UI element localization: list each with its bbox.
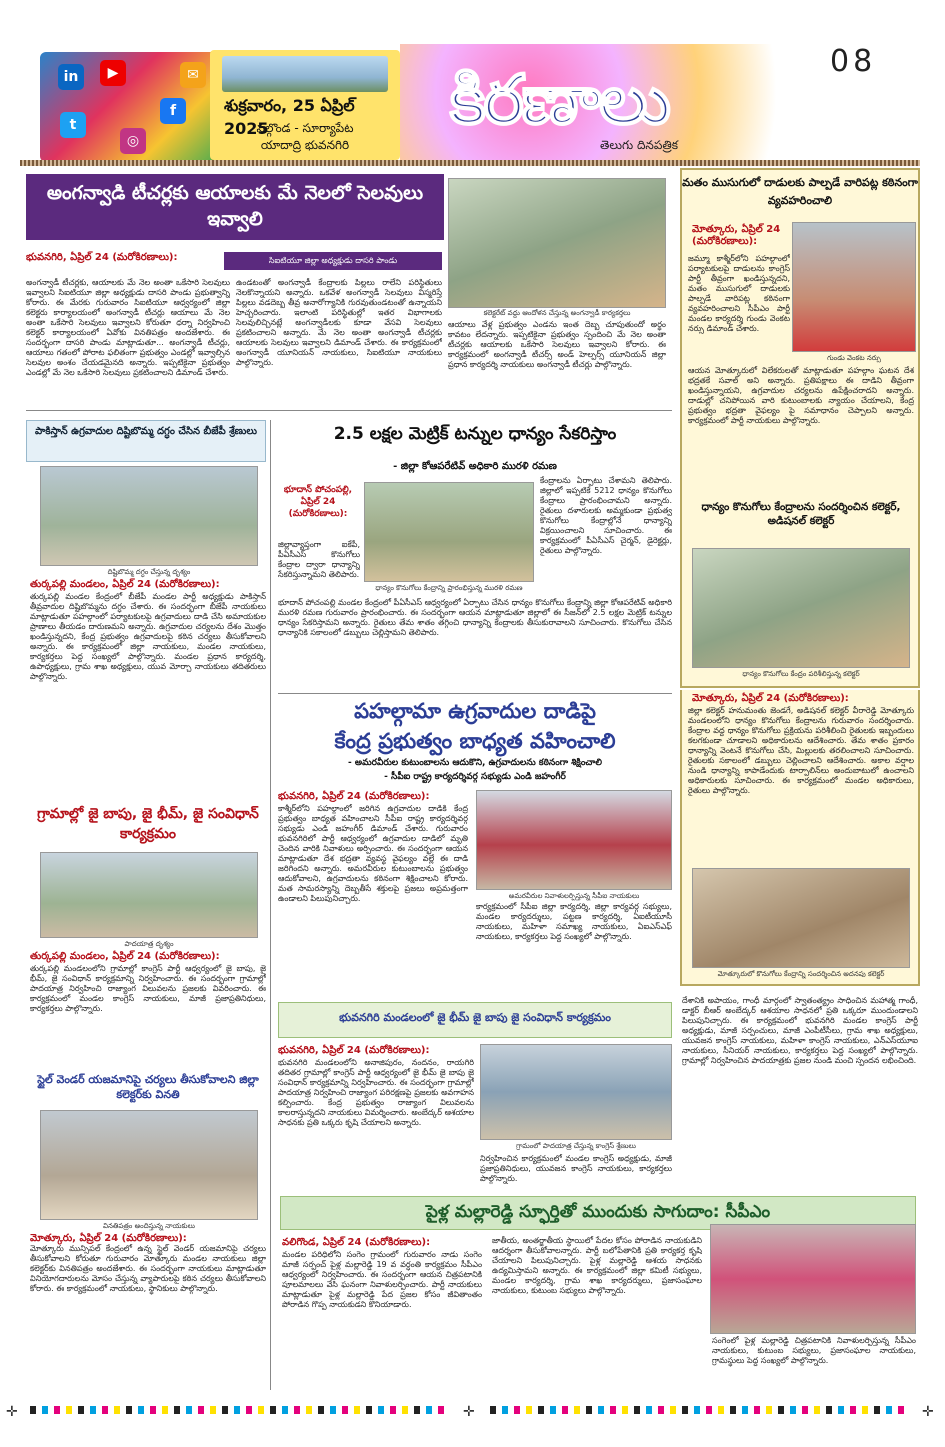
article1-body-col3: ఆయాలు వేళ్ల ప్రభుత్వం ఎండను ఇంత దెబ్బ చూపుతుందో అర్థం కావటం లేదన్నారు. ఇప్పటికైనా ప్రభుత్వం స్పందించి మే నెల అంతా టీచర్లకు ఆయాలకు ఒకేసారి సెలవులు ఇవ్వాలని కోరారు. ఈ కార్యక్రమంలో అంగన్వాడీ టీచర్స్ అండ్ హెల్పర్స్ యూనియన్ జిల్లా ప్రధాన కార్యదర్శి నాయకులు అంగన్వాడీ టీచర్లు పాల్గొన్నారు. (448, 320, 666, 369)
centre-article2-subhead-line1: - అమరవీరుల కుటుంబాలను ఆదుకొని, ఉగ్రవాదులను కఠినంగా శిక్షించాలి (348, 758, 602, 768)
centre-article3-photo-caption: గ్రామంలో పాదయాత్ర చేస్తున్న కాంగ్రెస్ శ్రేణులు (516, 1142, 636, 1150)
left-article3-headline: స్టైల్ వెండర్ యజమానిపై చర్యలు తీసుకోవాలని జిల్లా కలెక్టర్‌కు వినతి (37, 1073, 259, 1101)
centre-article2-body-b: కార్యక్రమంలో సీపీఐ జిల్లా కార్యదర్శి, జిల్లా కార్యవర్గ సభ్యులు, మండల కార్యదర్శులు, పట్టణ కార్యదర్శి, ఏఐటీయూసీ నాయకులు, మహిళా సమాఖ్య నాయకులు, ఏఐఎస్ఎఫ్ నాయకులు, కార్యకర్తలు పెద్ద సంఖ్యలో పాల్గొన్నారు. (476, 902, 672, 941)
centre-article1-body-b: కేంద్రాలను ఏర్పాటు చేశామని తెలిపారు. జిల్లాలో ఇప్పటికే 5212 ధాన్యం కొనుగోలు కేంద్రాలు ప్రారంభించామని అన్నారు. రైతులు దళారులకు అమ్మకుండా ప్రభుత్వ కొనుగోలు కేంద్రాల్లోనే ధాన్యాన్ని విక్రయించాలని సూచించారు. ఈ కార్యక్రమంలో పీఏసీఎస్ చైర్మన్, డైరెక్టర్లు, రైతులు పాల్గొన్నారు. (540, 476, 672, 555)
centre-article2-photo (476, 790, 672, 890)
issue-date: శుక్రవారం, 25 ఏప్రిల్ 2025 (224, 96, 355, 138)
centre-article2-headline-line1: పహల్గామా ఉగ్రవాదుల దాడిపై (354, 699, 596, 723)
left-article2-headline: గ్రామాల్లో జై బాపు, జై భీమ్, జై సంవిధాన్ కార్యక్రమం (37, 806, 259, 842)
right-box2-photo-caption: మోత్కూరులో కొనుగోలు కేంద్రాన్ని సందర్శించిన అదనపు కలెక్టర్ (717, 970, 885, 978)
right-box2-body: జిల్లా కలెక్టర్ హనుమంతు జెండగే, అడిషనల్ కలెక్టర్ వీరారెడ్డి మోత్కూరు మండలంలోని ధాన్యం కొనుగోలు కేంద్రాలను గురువారం సందర్శించారు. కేంద్రాల వద్ద ధాన్యం కొనుగోలు ప్రక్రియను పరిశీలించి రైతులకు ఇబ్బందులు కలగకుండా చూడాలని అధికారులను ఆదేశించారు. తేమ శాతం ప్రకారం ధాన్యాన్ని వెంటనే కొనుగోలు చేసి, మిల్లులకు తరలించాలని సూచించారు. రైతులకు సకాలంలో డబ్బులు చెల్లించాలని ఆదేశించారు. అకాల వర్షాల నుండి ధాన్యాన్ని కాపాడేందుకు టార్పాలిన్‌లు అందుబాటులో ఉంచాలని అధికారులకు సూచించారు. ఈ కార్యక్రమంలో మండల అధికారులు, రైతులు పాల్గొన్నారు. (688, 706, 914, 795)
centre-article3-body-a: భువనగిరి మండలంలోని అనాజిపురం, నందనం, రాయగిరి తదితర గ్రామాల్లో కాంగ్రెస్ పార్టీ ఆధ్వర్యంలో జై భీమ్ జై బాపు జై సంవిధాన్ కార్యక్రమాన్ని నిర్వహించారు. ఈ సందర్భంగా గ్రామాల్లో పాదయాత్ర నిర్వహించి రాజ్యాంగ పరిరక్షణపై ప్రజలకు అవగాహన కల్పించారు. కేంద్ర ప్రభుత్వం రాజ్యాంగ విలువలను కాలరాస్తున్నదని నాయకులు విమర్శించారు. అంబేద్కర్ ఆశయాల సాధనకు ప్రతి ఒక్కరు కృషి చేయాలని అన్నారు. (278, 1058, 474, 1127)
color-bar-right (490, 1406, 910, 1414)
centre-article1-headline: 2.5 లక్షల మెట్రిక్ టన్నుల ధాన్యం సేకరిస్తాం (333, 424, 617, 444)
landmark-photo (222, 56, 388, 92)
color-bar-left (30, 1406, 450, 1414)
left-article3-photo-caption: వినతిపత్రం అందిస్తున్న నాయకులు (103, 1222, 195, 1230)
linkedin-icon: in (58, 64, 84, 90)
left-article2-dateline: తుర్కపల్లి మండలం, ఏప్రిల్ 24 (మరోకిరణాలు): (30, 951, 220, 962)
article1-banner (26, 174, 444, 240)
right-box2-photo (692, 868, 910, 968)
newspaper-subtitle: తెలుగు దినపత్రిక (600, 138, 679, 152)
right-box-portrait-caption: గుండు వెంకట నర్సు (827, 354, 881, 362)
left-article1-dateline: తుర్కపల్లి మండలం, ఏప్రిల్ 24 (మరోకిరణాలు): (30, 579, 220, 590)
article1-headline: అంగన్వాడి టీచర్లకు ఆయాలకు మే నెలలో సెలవులు ఇవ్వాలి (46, 182, 424, 230)
column-divider (270, 420, 271, 1390)
masthead-rule (20, 160, 920, 166)
left-article3-body: మోత్కూరు మున్సిపల్ కేంద్రంలో ఉన్న స్టైల్ వెండర్ యజమానిపై చర్యలు తీసుకోవాలని కోరుతూ గురువారం మోత్కూరు మండల నాయకులు జిల్లా కలెక్టర్‌కు వినతిపత్రం అందజేశారు. ఈ సందర్భంగా నాయకులు మాట్లాడుతూ వినియోగదారులను మోసం చేస్తున్న వ్యాపారులపై కఠిన చర్యలు తీసుకోవాలని కోరారు. ఈ కార్యక్రమంలో నాయకులు, స్థానికులు పాల్గొన్నారు. (30, 1244, 266, 1293)
centre-article2-subhead-line2: - సీపీఐ రాష్ట్ర కార్యదర్శివర్గ సభ్యుడు ఎండి జహంగీర్ (384, 772, 566, 782)
centre-article3-body-b: నిర్వహించిన కార్యక్రమంలో మండల కాంగ్రెస్ అధ్యక్షుడు, మాజీ ప్రజాప్రతినిధులు, యువజన కాంగ్రెస్ నాయకులు, కార్యకర్తలు పాల్గొన్నారు. (480, 1154, 672, 1183)
district-names (230, 120, 380, 154)
youtube-icon: ▶ (100, 60, 126, 86)
masthead-date-box (210, 50, 400, 160)
article1-subhead: సిఐటియూ జిల్లా అధ్యక్షుడు దాసరి పాండు (224, 252, 442, 270)
left-article3-dateline: మోత్కూరు, ఏప్రిల్ 24 (మరోకిరణాలు): (30, 1233, 187, 1244)
instagram-icon: ◎ (120, 128, 146, 154)
district-line-1: నల్గొండ - సూర్యాపేట (256, 121, 354, 135)
centre-article1-subhead: - జిల్లా కోఆపరేటివ్ అధికారి మురళి రమణ (393, 461, 557, 472)
right-column-continuation: దేశానికి అపాయం, గాంధీ మార్గంలో స్వాతంత్య్రం సాధించిన మహాత్మ గాంధీ, డాక్టర్ బీఆర్ అంబేద్కర్ ఆశయాల సాధనలో ప్రతి ఒక్కరూ ముందుండాలని పిలుపునిచ్చారు. ఈ కార్యక్రమంలో భువనగిరి మండల కాంగ్రెస్ పార్టీ అధ్యక్షుడు, మాజీ సర్పంచులు, మాజీ ఎంపీటీసీలు, గ్రామ శాఖ అధ్యక్షులు, యువజన కాంగ్రెస్ నాయకులు, మహిళా కాంగ్రెస్ నాయకులు, ఎన్ఎస్‌యూఐ నాయకులు, సీనియర్ నాయకులు, కార్యకర్తలు పెద్ద సంఖ్యలో పాల్గొన్నారు. గ్రామాల్లో నిర్వహించిన పాదయాత్రకు ప్రజల నుండి మంచి స్పందన లభించింది. (682, 996, 918, 1065)
centre-article1-photo-caption: ధాన్యం కొనుగోలు కేంద్రాన్ని ప్రారంభిస్తున్న మురళి రమణ (375, 584, 523, 592)
green-article-dateline: వలిగొండ, ఏప్రిల్ 24 (మరోకిరణాలు): (282, 1237, 431, 1248)
right-box-body-full: ఆయన మోత్కూరులో విలేకరులతో మాట్లాడుతూ పహల్గాం ఘటన దేశ భద్రతకే సవాల్ అని అన్నారు. ప్రతిపక్షాలు ఈ దాడిని తీవ్రంగా ఖండిస్తున్నాయని, ఉగ్రవాదుల చర్యలను ఉపేక్షించరాదని అన్నారు. దాడుల్లో చనిపోయిన వారి కుటుంబాలకు న్యాయం చేయాలని, కేంద్ర ప్రభుత్వం భద్రతా వైఫల్యం పై సమాధానం చెప్పాలని అన్నారు. కార్యక్రమంలో పార్టీ నాయకులు పాల్గొన్నారు. (688, 366, 914, 425)
district-line-2: యాదాద్రి భువనగిరి (260, 138, 350, 152)
green-article-body-col2: జాతీయ, అంతర్జాతీయ స్థాయిలో పేదల కోసం పోరాడిన నాయకుడిని ఆదర్శంగా తీసుకోవాలన్నారు. పార్టీ బలోపేతానికి ప్రతి కార్యకర్త కృషి చేయాలని పిలుపునిచ్చారు. పైళ్ల మల్లారెడ్డి ఆశయ సాధనకు ఉద్యమిస్తామని అన్నారు. ఈ కార్యక్రమంలో జిల్లా కమిటీ సభ్యులు, మండల కార్యదర్శి, గ్రామ శాఖ కార్యదర్శులు, ప్రజాసంఘాల నాయకులు, కుటుంబ సభ్యులు పాల్గొన్నారు. (492, 1236, 702, 1295)
centre-article2-headline (278, 696, 672, 756)
page-number: 08 (830, 44, 877, 79)
centre-article3-banner (278, 1002, 672, 1038)
masthead (20, 44, 920, 164)
registration-mark-centre: ✛ (463, 1404, 475, 1420)
left-article1-banner (26, 420, 266, 462)
centre-article2-subhead (278, 756, 672, 784)
right-box-article (680, 168, 920, 688)
article1-body-col2: ఉండటంతో అంగన్వాడీ కేంద్రాలకు పిల్లలు రాలేని పరిస్థితులు నెలకొన్నాయని అన్నారు. ఒకవేళ అంగన్వాడీ సెలవులు విస్మరిస్తే పిల్లలు వడదెబ్బ తీవ్ర అనారోగ్యానికి గురవుతుండటంతో ఉన్నాయని హెచ్చరించారు. ఇలాంటి పరిస్థితుల్లో ఇతర విభాగాలకు సెలవులిచ్చినట్లే అంగన్వాడీలకు కూడా వేసవి సెలవులు ప్రకటించాలని అన్నారు. మే నెల అంతా అంగన్వాడీ టీచర్లకు ఆయాలకు సెలవులు ఇవ్వాలని డిమాండ్ చేశారు. ఈ కార్యక్రమంలో అంగన్వాడీ యూనియన్ నాయకులు, సిఐటియూ నాయకులు పాల్గొన్నారు. (236, 278, 442, 367)
left-article2-photo (40, 852, 258, 938)
left-article1-body: తుర్కపల్లి మండల కేంద్రంలో బీజేపీ మండల పార్టీ అధ్యక్షుడు పాకిస్తాన్ తీవ్రవాదుల దిష్టిబొమ్మను దగ్ధం చేశారు. ఈ సందర్భంగా బీజేపీ నాయకులు మాట్లాడుతూ పహల్గాంలో పర్యాటకులపై ఉగ్రవాదులు దాడి చేసి అమాయకుల ప్రాణాలు తీయడం దారుణమని అన్నారు. ఉగ్రవాదుల చర్యలను దేశం మొత్తం ఖండిస్తున్నదని, కేంద్ర ప్రభుత్వం ఉగ్రవాదులపై కఠిన చర్యలు తీసుకోవాలని అన్నారు. ఈ కార్యక్రమంలో జిల్లా నాయకులు, మండల నాయకులు, కార్యకర్తలు పెద్ద సంఖ్యలో పాల్గొన్నారు. మండల ప్రధాన కార్యదర్శి, ఉపాధ్యక్షులు, గ్రామ శాఖ అధ్యక్షులు, యువ మోర్చా నాయకులు తదితరులు పాల్గొన్నారు. (30, 592, 266, 681)
right-box-headline2: ధాన్యం కొనుగోలు కేంద్రాలను సందర్శించిన కలెక్టర్, అడిషనల్ కలెక్టర్ (701, 501, 901, 527)
centre-article1-body-a: జిల్లావ్యాప్తంగా ఐకేపీ, పీఏసీఎస్ కొనుగోలు కేంద్రాల ద్వారా ధాన్యాన్ని సేకరిస్తున్నామని తెలిపారు. (278, 540, 360, 579)
right-box-photo2 (692, 548, 910, 668)
newspaper-title: కిరణాలు (450, 60, 669, 140)
left-article1-photo-caption: దిష్టిబొమ్మ దగ్ధం చేస్తున్న దృశ్యం (107, 568, 191, 576)
print-registration-strip (0, 1404, 945, 1418)
centre-article2-headline-line2: కేంద్ర ప్రభుత్వం బాధ్యత వహించాలి (334, 729, 616, 753)
centre-article3-photo (480, 1044, 672, 1140)
right-box-headline: మతం ముసుగులో దాడులకు పాల్పడే వారిపట్ల కఠినంగా వ్యవహరించాలి (682, 176, 918, 207)
centre-article2-body-a: కాశ్మీర్‌లోని పహల్గాంలో జరిగిన ఉగ్రవాదుల దాడికి కేంద్ర ప్రభుత్వం బాధ్యత వహించాలని సీపీఐ రాష్ట్ర కార్యదర్శివర్గ సభ్యుడు ఎండి జహంగీర్ డిమాండ్ చేశారు. గురువారం భువనగిరిలో పార్టీ ఆధ్వర్యంలో ఉగ్రవాదుల దాడిలో మృతి చెందిన వారికి నివాళులు అర్పించారు. ఈ సందర్భంగా ఆయన మాట్లాడుతూ దేశ భద్రతా వ్యవస్థ వైఫల్యం వల్లే ఈ దాడి జరిగిందని అన్నారు. అమరవీరుల కుటుంబాలను ప్రభుత్వం ఆదుకోవాలని, ఉగ్రవాదులను కఠినంగా శిక్షించాలని కోరారు. మత సామరస్యాన్ని దెబ్బతీసే శక్తులపై ప్రజలు అప్రమత్తంగా ఉండాలని పిలుపునిచ్చారు. (278, 804, 468, 903)
right-box-dateline: మోత్కూరు, ఏప్రిల్ 24 (మరోకిరణాలు): (692, 224, 781, 247)
right-box-photo2-caption: ధాన్యం కొనుగోలు కేంద్రం పరిశీలిస్తున్న కలెక్టర్ (742, 670, 860, 678)
twitter-icon: t (60, 112, 86, 138)
green-article-photo-caption: సంగెంలో పైళ్ల మల్లారెడ్డి చిత్రపటానికి నివాళులర్పిస్తున్న సీపీఎం నాయకులు, కుటుంబ సభ్యులు, ప్రజాసంఘాల నాయకులు, గ్రామస్థులు పెద్ద సంఖ్యలో పాల్గొన్నారు. (712, 1336, 916, 1365)
section-divider (26, 410, 672, 411)
right-box2-dateline: మోత్కూరు, ఏప్రిల్ 24 (మరోకిరణాలు): (692, 693, 849, 704)
registration-mark-right: ✛ (922, 1404, 934, 1420)
left-article1-headline: పాకిస్తాన్ ఉగ్రవాదుల దిష్టిబొమ్మ దగ్ధం చేసిన బీజేపీ శ్రేణులు (35, 426, 257, 437)
article1-photo-caption: కలెక్టరేట్ వద్దు ఆందోళన చేస్తున్న అంగన్వాడీ కార్యకర్తలు (483, 309, 631, 317)
left-article1-photo (40, 466, 258, 566)
green-article-photo (710, 1224, 916, 1334)
centre-article1-dateline: భూదాన్ పోచంపల్లి, ఏప్రిల్ 24 (మరోకిరణాలు): (283, 485, 353, 519)
centre-article3-headline: భువనగిరి మండలంలో జై భీమ్ జై బాపు జై సంవిధాన్ కార్యక్రమం (339, 1011, 611, 1024)
centre-article1-photo (364, 482, 534, 582)
facebook-icon: f (160, 98, 186, 124)
centre-article1-body-c: భూదాన్ పోచంపల్లి మండల కేంద్రంలో పీఏసీఎస్ ఆధ్వర్యంలో ఏర్పాటు చేసిన ధాన్యం కొనుగోలు కేంద్రాన్ని జిల్లా కోఆపరేటివ్ అధికారి మురళి రమణ గురువారం ప్రారంభించారు. ఈ సందర్భంగా ఆయన మాట్లాడుతూ జిల్లాలో ఈ సీజన్‌లో 2.5 లక్షల మెట్రిక్ టన్నుల ధాన్యం సేకరిస్తామని అన్నారు. రైతులు తేమ శాతం తగ్గించి ధాన్యాన్ని కేంద్రాలకు తీసుకురావాలని సూచించారు. కొనుగోలు చేసిన ధాన్యానికి సకాలంలో డబ్బులు చెల్లిస్తామని తెలిపారు. (278, 598, 672, 637)
article1-photo (448, 178, 666, 308)
social-media-collage (40, 52, 230, 162)
left-article2-body: తుర్కపల్లి మండలంలోని గ్రామాల్లో కాంగ్రెస్ పార్టీ ఆధ్వర్యంలో జై బాపు, జై భీమ్, జై సంవిధాన్ కార్యక్రమాన్ని నిర్వహించారు. ఈ సందర్భంగా గ్రామాల్లో పాదయాత్ర నిర్వహించి రాజ్యాంగ విలువలను ప్రజలకు వివరించారు. ఈ కార్యక్రమంలో మండల కాంగ్రెస్ నాయకులు, మాజీ ప్రజాప్రతినిధులు, కార్యకర్తలు పాల్గొన్నారు. (30, 964, 266, 1013)
centre-article2-dateline: భువనగిరి, ఏప్రిల్ 24 (మరోకిరణాలు): (278, 791, 430, 802)
green-article-body-col1: మండల పరిధిలోని సంగెం గ్రామంలో గురువారం నాడు సంగెం మాజీ సర్పంచ్ పైళ్ల మల్లారెడ్డి 19 వ వర్ధంతి కార్యక్రమం సీపీఎం ఆధ్వర్యంలో నిర్వహించారు. ఈ సందర్భంగా ఆయన చిత్రపటానికి పూలమాలలు వేసి ఘనంగా నివాళులర్పించారు. పార్టీ నాయకులు మాట్లాడుతూ పైళ్ల మల్లారెడ్డి పేద ప్రజల కోసం జీవితాంతం పోరాడిన గొప్ప నాయకుడని కొనియాడారు. (282, 1250, 482, 1309)
right-box-portrait (792, 222, 916, 352)
article1-body-col1: అంగన్వాడీ టీచర్లకు, ఆయాలకు మే నెల అంతా ఒకేసారి సెలవులు ఇవ్వాలని సిఐటియూ జిల్లా అధ్యక్షుడు దాసరి పాండు ప్రభుత్వాన్ని కోరారు. ఈ మేరకు గురువారం సిఐటియూ ఆధ్వర్యంలో జిల్లా కలెక్టరు కార్యాలయంలో అంగన్వాడీ టీచర్లు ఆయాలు మే నెల అంతా ఒకేసారి సెలవులు ఇవ్వాలని కోరుతూ ధర్నా నిర్వహించి కలెక్టర్ కార్యాలయంలో ఏవోకు వినతిపత్రం అందజేశారు. ఈ సందర్భంగా దాసరి పాండు మాట్లాడుతూ... అంగన్వాడీ టీచర్లు, ఆయాలు గతంలో పోరాట ఫలితంగా ప్రభుత్వం ఎండల్లో ఇవ్వాల్సిన సెలవుల అంశం చేయడమైనది అన్నారు. ఇప్పటికైనా ప్రభుత్వం ఎండల్లో మే నెల ఒకేసారి సెలవులు ప్రకటించాలని డిమాండ్ చేశారు. (26, 278, 230, 377)
registration-mark-left: ✛ (6, 1404, 18, 1420)
centre-article3-dateline: భువనగిరి, ఏప్రిల్ 24 (మరోకిరణాలు): (278, 1045, 430, 1056)
green-article-headline: పైళ్ల మల్లారెడ్డి స్ఫూర్తితో ముందుకు సాగుదాం: సీపీఎం (425, 1202, 771, 1222)
centre-divider (278, 693, 672, 694)
left-article2-photo-caption: పాదయాత్ర దృశ్యం (124, 940, 174, 948)
article1-dateline: భువనగిరి, ఏప్రిల్ 24 (మరోకిరణాలు): (26, 252, 178, 263)
right-box-body-col: జమ్మూ కాశ్మీర్‌లోని పహల్గాంలో పర్యాటకులపై దాడులను కాంగ్రెస్ పార్టీ తీవ్రంగా ఖండిస్తున్నదని, మతం ముసుగులో దాడులకు పాల్పడే వారిపట్ల కఠినంగా వ్యవహరించాలని సీపీఎం పార్టీ మండల కార్యదర్శి గుండు వెంకట నర్సు డిమాండ్ చేశారు. (688, 254, 790, 333)
centre-article2-photo-caption: అమరవీరుల నివాళులర్పిస్తున్న సీపీఐ నాయకులు (508, 892, 640, 900)
right-box-article2 (680, 690, 920, 986)
left-article3-photo (40, 1110, 258, 1220)
mail-icon: ✉ (180, 62, 206, 88)
